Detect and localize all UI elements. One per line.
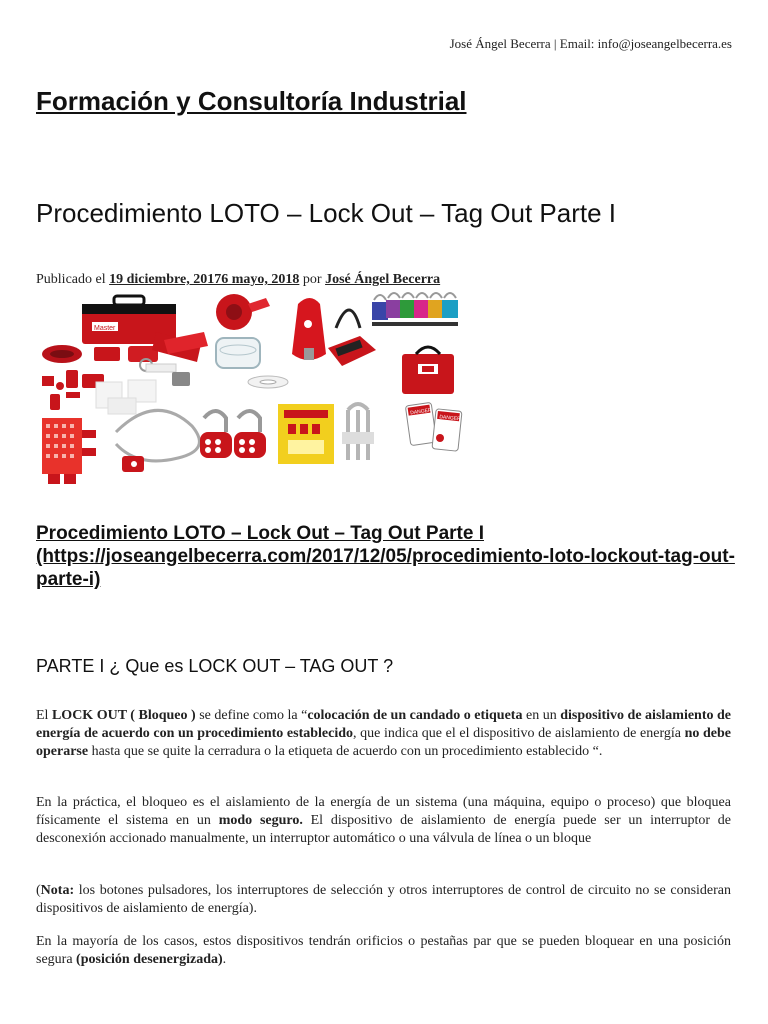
- text-run: El dispositivo de aislamiento de energía puede ser un interruptor de desconexión accionado manualmente, un interruptor automático o una válvula de línea o un bloque: [36, 813, 732, 846]
- bold-text-run: colocación de un candado o etiqueta: [307, 708, 523, 723]
- text-run: hasta que se quite la cerradura o la etiqueta de acuerdo con un procedimiento establecido “.: [88, 744, 603, 759]
- text-run: El: [36, 708, 52, 723]
- author-link[interactable]: José Ángel Becerra: [325, 272, 441, 287]
- bold-text-run: Nota:: [40, 883, 75, 898]
- post-link[interactable]: Procedimiento LOTO – Lock Out – Tag Out Parte I (https://joseangelbecerra.com/2017/12/05/procedimiento-loto-lockout-tag-out-parte-i): [36, 523, 735, 590]
- post-date-link[interactable]: 19 diciembre, 20176 mayo, 2018: [109, 272, 300, 287]
- text-run: , que indica que el el dispositivo de aislamiento de energía: [353, 726, 685, 741]
- site-title[interactable]: Formación y Consultoría Industrial: [36, 86, 467, 116]
- paragraph-lock-out-definition: [36, 707, 731, 761]
- text-run: se define como la “: [195, 708, 308, 723]
- text-run: los botones pulsadores, los interruptores de selección y otros interruptores de control de circuito no se consideran dispositivos de aislamiento de energía).: [36, 883, 731, 916]
- author-contact: José Ángel Becerra | Email: info@joseangelbecerra.es: [449, 36, 732, 51]
- text-run: .: [222, 952, 227, 967]
- paragraph-note: [36, 882, 731, 918]
- paragraph-practice: [36, 794, 731, 848]
- text-run: (: [36, 883, 41, 898]
- bold-text-run: no debe operarse: [36, 726, 731, 759]
- post-title: Procedimiento LOTO – Lock Out – Tag Out Parte I: [36, 198, 616, 228]
- bold-text-run: LOCK OUT ( Bloqueo ): [51, 708, 196, 723]
- tag-label-2: DANGER: [438, 414, 461, 423]
- text-run: En la mayoría de los casos, estos dispositivos tendrán orificios o pestañas par que se pueden bloquear en una posición segura: [36, 934, 731, 967]
- toolbox-brand: Master: [94, 325, 116, 332]
- meta-prefix: Publicado el: [36, 272, 110, 287]
- bold-text-run: (posición desenergizada): [76, 952, 223, 967]
- text-run: en un: [522, 708, 561, 723]
- paragraph-safe-position: [36, 933, 731, 969]
- text-run: En la práctica, el bloqueo es el aislamiento de la energía de un sistema (una máquina, equipo o proceso) que bloquea físicamente el sistema en un: [36, 795, 731, 828]
- loto-equipment-image: [36, 292, 470, 488]
- tag-label-1: DANGER: [410, 407, 433, 417]
- meta-by: por: [299, 272, 326, 287]
- bold-text-run: modo seguro.: [218, 813, 303, 828]
- section-heading: PARTE I ¿ Que es LOCK OUT – TAG OUT ?: [36, 656, 394, 676]
- post-meta: [36, 272, 440, 288]
- bold-text-run: dispositivo de aislamiento de energía de acuerdo con un procedimiento establecido: [36, 708, 732, 741]
